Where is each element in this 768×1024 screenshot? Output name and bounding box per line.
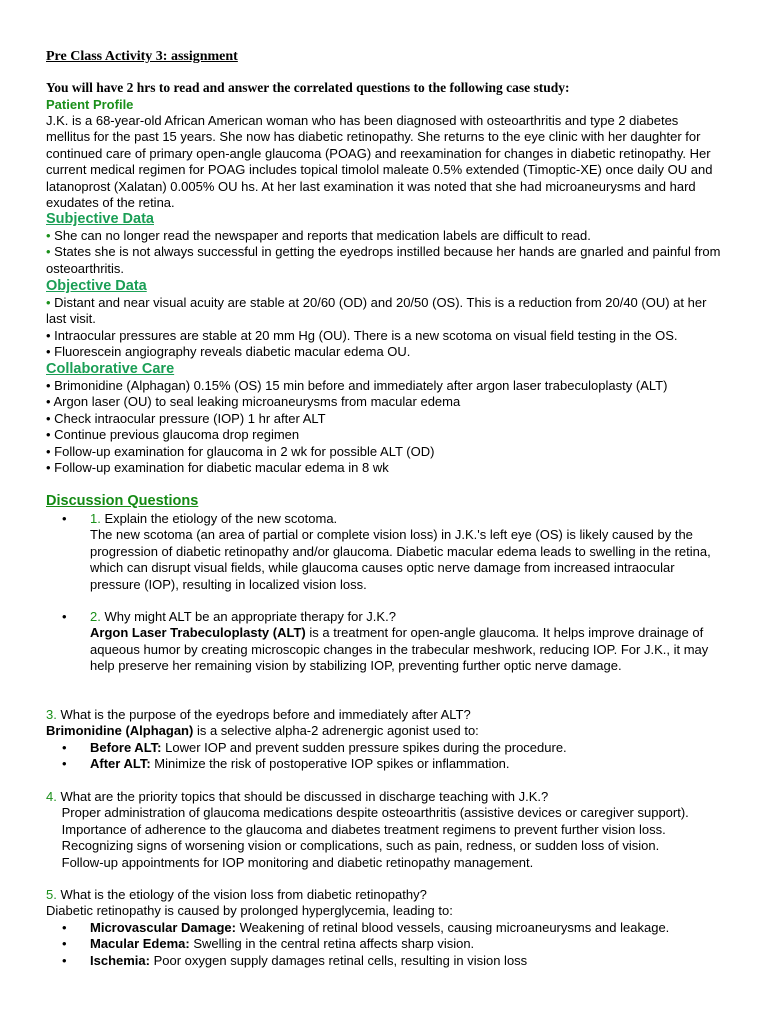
discussion-question-2: [62, 609, 722, 675]
subjective-item: • States she is not always successful in getting the eyedrops instilled because her hands are gnarled and painful from osteoarthritis.: [46, 244, 721, 276]
question-text: 5. What is the etiology of the vision loss from diabetic retinopathy?: [46, 887, 427, 902]
question-text: 3. What is the purpose of the eyedrops before and immediately after ALT?: [46, 707, 471, 722]
patient-profile-heading: Patient Profile: [46, 97, 134, 112]
page-title: Pre Class Activity 3: assignment: [46, 49, 238, 64]
discussion-section: [46, 492, 722, 510]
discussion-question-1: [62, 511, 722, 593]
objective-item: • Distant and near visual acuity are stable at 20/60 (OD) and 20/50 (OS). This is a reduction from 20/40 (OU) at her last visit.: [46, 295, 707, 327]
list-item: Proper administration of glaucoma medications despite osteoarthritis (assistive devices or caregiver support).: [61, 805, 689, 821]
intro-instruction: You will have 2 hrs to read and answer the correlated questions to the following case study:: [46, 80, 570, 95]
collaborative-item: • Check intraocular pressure (IOP) 1 hr after ALT: [46, 410, 326, 426]
q3-list: [62, 740, 722, 773]
collaborative-section: [46, 360, 722, 476]
collaborative-heading: Collaborative Care: [46, 361, 175, 377]
patient-profile-text: J.K. is a 68-year-old African American woman who has been diagnosed with osteoarthritis and type 2 diabetes mellitus for the past 15 years. She now has diabetic retinopathy. She returns to the eye clinic with her daughter for continued care of primary open-angle glaucoma (POAG) and reexamination for changes in diabetic retinopathy. Her current medical regimen for POAG includes topical timolol maleate 0.5% extended (Timoptic-XE) once daily OU and latanoprost (Xalatan) 0.005% OU hs. At her last examination it was noted that she had microaneurysms and hard exudates of the retina.: [46, 113, 713, 211]
list-item: • After ALT: Minimize the risk of postoperative IOP spikes or inflammation.: [62, 756, 510, 772]
answer-lead: Diabetic retinopathy is caused by prolonged hyperglycemia, leading to:: [46, 903, 453, 919]
list-item: • Macular Edema: Swelling in the central retina affects sharp vision.: [62, 936, 475, 952]
discussion-question-3: [46, 707, 722, 740]
collaborative-item: • Follow-up examination for glaucoma in 2 wk for possible ALT (OD): [46, 443, 435, 459]
bullet: •: [62, 511, 67, 526]
subjective-section: [46, 210, 722, 277]
bullet: •: [62, 609, 67, 624]
answer-text: Argon Laser Trabeculoplasty (ALT) is a treatment for open-angle glaucoma. It helps improve drainage of aqueous humor by creating microscopic changes in the trabecular meshwork, reducing IOP. For J.K., it may help preserve her remaining vision by stabilizing IOP, preventing further optic nerve damage.: [90, 625, 709, 674]
objective-heading: Objective Data: [46, 278, 147, 294]
discussion-question-4: [46, 789, 722, 871]
discussion-question-5: [46, 887, 722, 920]
patient-profile-section: [46, 96, 722, 211]
answer-lead: Brimonidine (Alphagan) is a selective alpha-2 adrenergic agonist used to:: [46, 723, 479, 739]
q5-list: [62, 920, 722, 969]
list-item: Follow-up appointments for IOP monitoring and diabetic retinopathy management.: [61, 854, 534, 870]
question-text: 4. What are the priority topics that should be discussed in discharge teaching with J.K.?: [46, 789, 549, 804]
answer-text: The new scotoma (an area of partial or complete vision loss) in J.K.'s left eye (OS) is likely caused by the progression of diabetic retinopathy and/or glaucoma. Diabetic macular edema leads to swelling in the retina, which can disrupt visual fields, while glaucoma causes optic nerve damage from increased intraocular pressure (IOP), resulting in localized vision loss.: [90, 527, 711, 592]
objective-item: • Fluorescein angiography reveals diabetic macular edema OU.: [46, 344, 411, 360]
list-item: • Microvascular Damage: Weakening of retinal blood vessels, causing microaneurysms and leakage.: [62, 920, 670, 935]
question-text: 1. Explain the etiology of the new scotoma.: [90, 511, 338, 526]
collaborative-item: • Brimonidine (Alphagan) 0.15% (OS) 15 min before and immediately after argon laser trabeculoplasty (ALT): [46, 378, 668, 393]
list-item: • Before ALT: Lower IOP and prevent sudden pressure spikes during the procedure.: [62, 740, 567, 755]
subjective-item: • She can no longer read the newspaper and reports that medication labels are difficult to read.: [46, 228, 591, 243]
objective-item: • Intraocular pressures are stable at 20 mm Hg (OU). There is a new scotoma on visual field testing in the OS.: [46, 327, 678, 343]
collaborative-item: • Argon laser (OU) to seal leaking microaneurysms from macular edema: [46, 394, 461, 410]
discussion-heading: Discussion Questions: [46, 493, 199, 509]
collaborative-item: • Follow-up examination for diabetic macular edema in 8 wk: [46, 460, 389, 476]
list-item: • Ischemia: Poor oxygen supply damages retinal cells, resulting in vision loss: [62, 952, 528, 968]
subjective-heading: Subjective Data: [46, 211, 154, 227]
objective-section: [46, 277, 722, 361]
question-text: 2. Why might ALT be an appropriate therapy for J.K.?: [90, 609, 396, 624]
list-item: Recognizing signs of worsening vision or complications, such as pain, redness, or sudden loss of vision.: [61, 838, 660, 854]
list-item: Importance of adherence to the glaucoma and diabetes treatment regimens to prevent further vision loss.: [61, 821, 666, 837]
collaborative-item: • Continue previous glaucoma drop regimen: [46, 427, 300, 443]
